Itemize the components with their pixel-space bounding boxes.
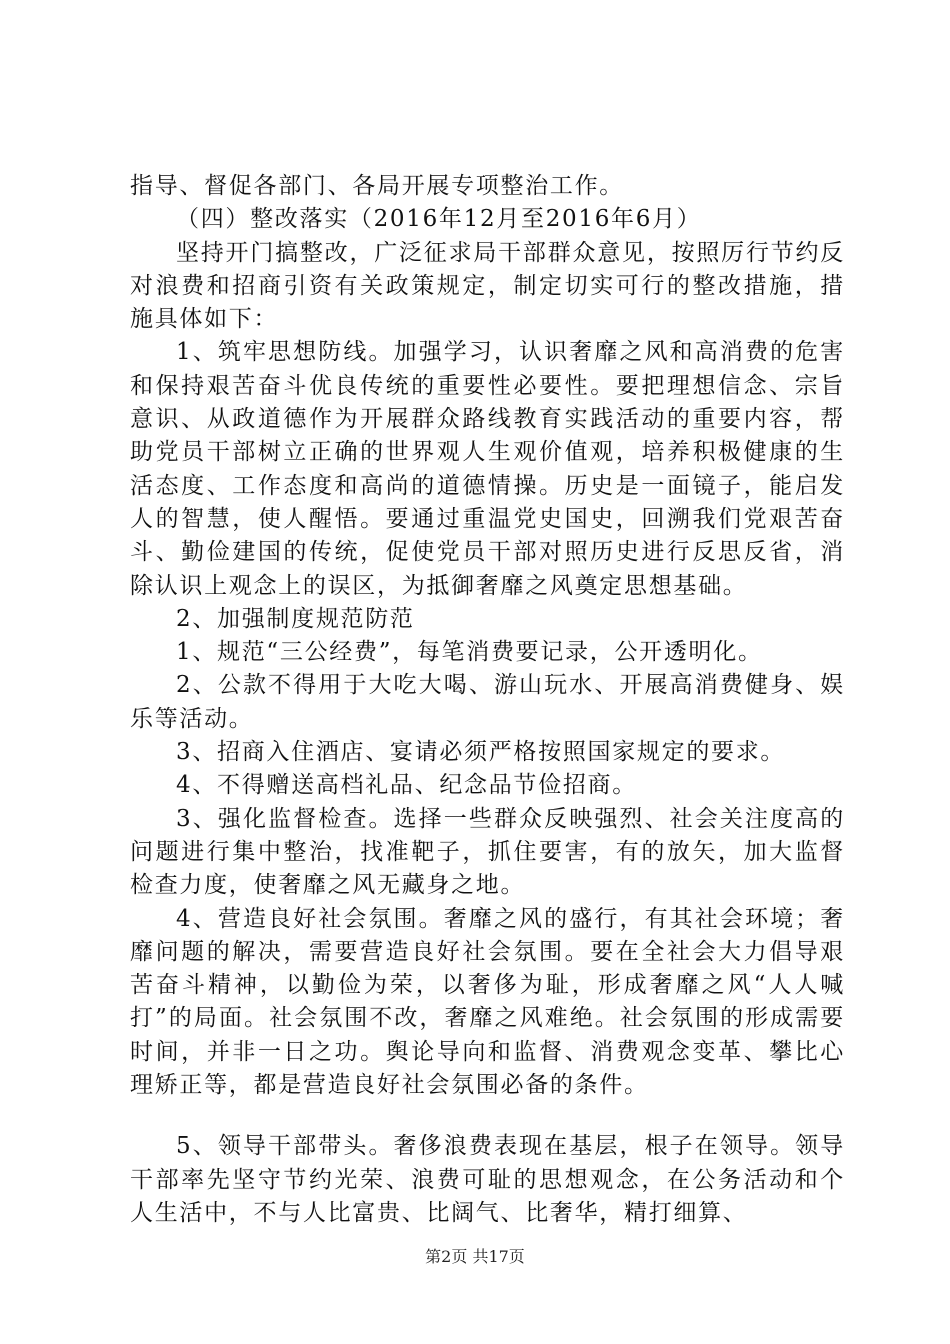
paragraph-intro: 坚持开门搞整改，广泛征求局干部群众意见，按照厉行节约反对浪费和招商引资有关政策规定，制定切实可行的整改措施，措施具体如下： bbox=[130, 239, 845, 333]
paragraph-item-3: 3、强化监督检查。选择一些群众反映强烈、社会关注度高的问题进行集中整治，找准靶子，抓住要害，有的放矢，加大监督检查力度，使奢靡之风无藏身之地。 bbox=[130, 805, 845, 899]
page-footer: 第2页 共17页 bbox=[425, 1247, 525, 1266]
paragraph-subitem-4: 4、不得赠送高档礼品、纪念品节俭招商。 bbox=[176, 772, 637, 799]
paragraph-subitem-1: 1、规范“三公经费”，每笔消费要记录，公开透明化。 bbox=[176, 639, 763, 666]
document-body bbox=[130, 170, 845, 1230]
paragraph-gap bbox=[130, 1102, 845, 1130]
paragraph-subitem-2: 2、公款不得用于大吃大喝、游山玩水、开展高消费健身、娱乐等活动。 bbox=[130, 672, 845, 732]
paragraph-item-4: 4、营造良好社会氛围。奢靡之风的盛行，有其社会环境；奢靡问题的解决，需要营造良好社会氛围。要在全社会大力倡导艰苦奋斗精神，以勤俭为荣，以奢侈为耻，形成奢靡之风“人人喊打”的局面。社会氛围不改，奢靡之风难绝。社会氛围的形成需要时间，并非一日之功。舆论导向和监督、消费观念变革、攀比心理矫正等，都是营造良好社会氛围必备的条件。 bbox=[130, 905, 845, 1099]
paragraph-subitem-3: 3、招商入住酒店、宴请必须严格按照国家规定的要求。 bbox=[176, 739, 786, 766]
paragraph-item-1: 1、筑牢思想防线。加强学习，认识奢靡之风和高消费的危害和保持艰苦奋斗优良传统的重要性必要性。要把理想信念、宗旨意识、从政道德作为开展群众路线教育实践活动的重要内容，帮助党员干部树立正确的世界观人生观价值观，培养积极健康的生活态度、工作态度和高尚的道德情操。历史是一面镜子，能启发人的智慧，使人醒悟。要通过重温党史国史，回溯我们党艰苦奋斗、勤俭建国的传统，促使党员干部对照历史进行反思反省，消除认识上观念上的误区，为抵御奢靡之风奠定思想基础。 bbox=[130, 339, 845, 599]
paragraph-item-5: 5、领导干部带头。奢侈浪费表现在基层，根子在领导。领导干部率先坚守节约光荣、浪费可耻的思想观念，在公务活动和个人生活中，不与人比富贵、比阔气、比奢华，精打细算、 bbox=[130, 1133, 845, 1226]
section-heading-rectification: （四）整改落实（2016年12月至2016年6月） bbox=[176, 206, 702, 233]
paragraph-continuation: 指导、督促各部门、各局开展专项整治工作。 bbox=[130, 173, 624, 199]
paragraph-item-2: 2、加强制度规范防范 bbox=[176, 605, 415, 632]
